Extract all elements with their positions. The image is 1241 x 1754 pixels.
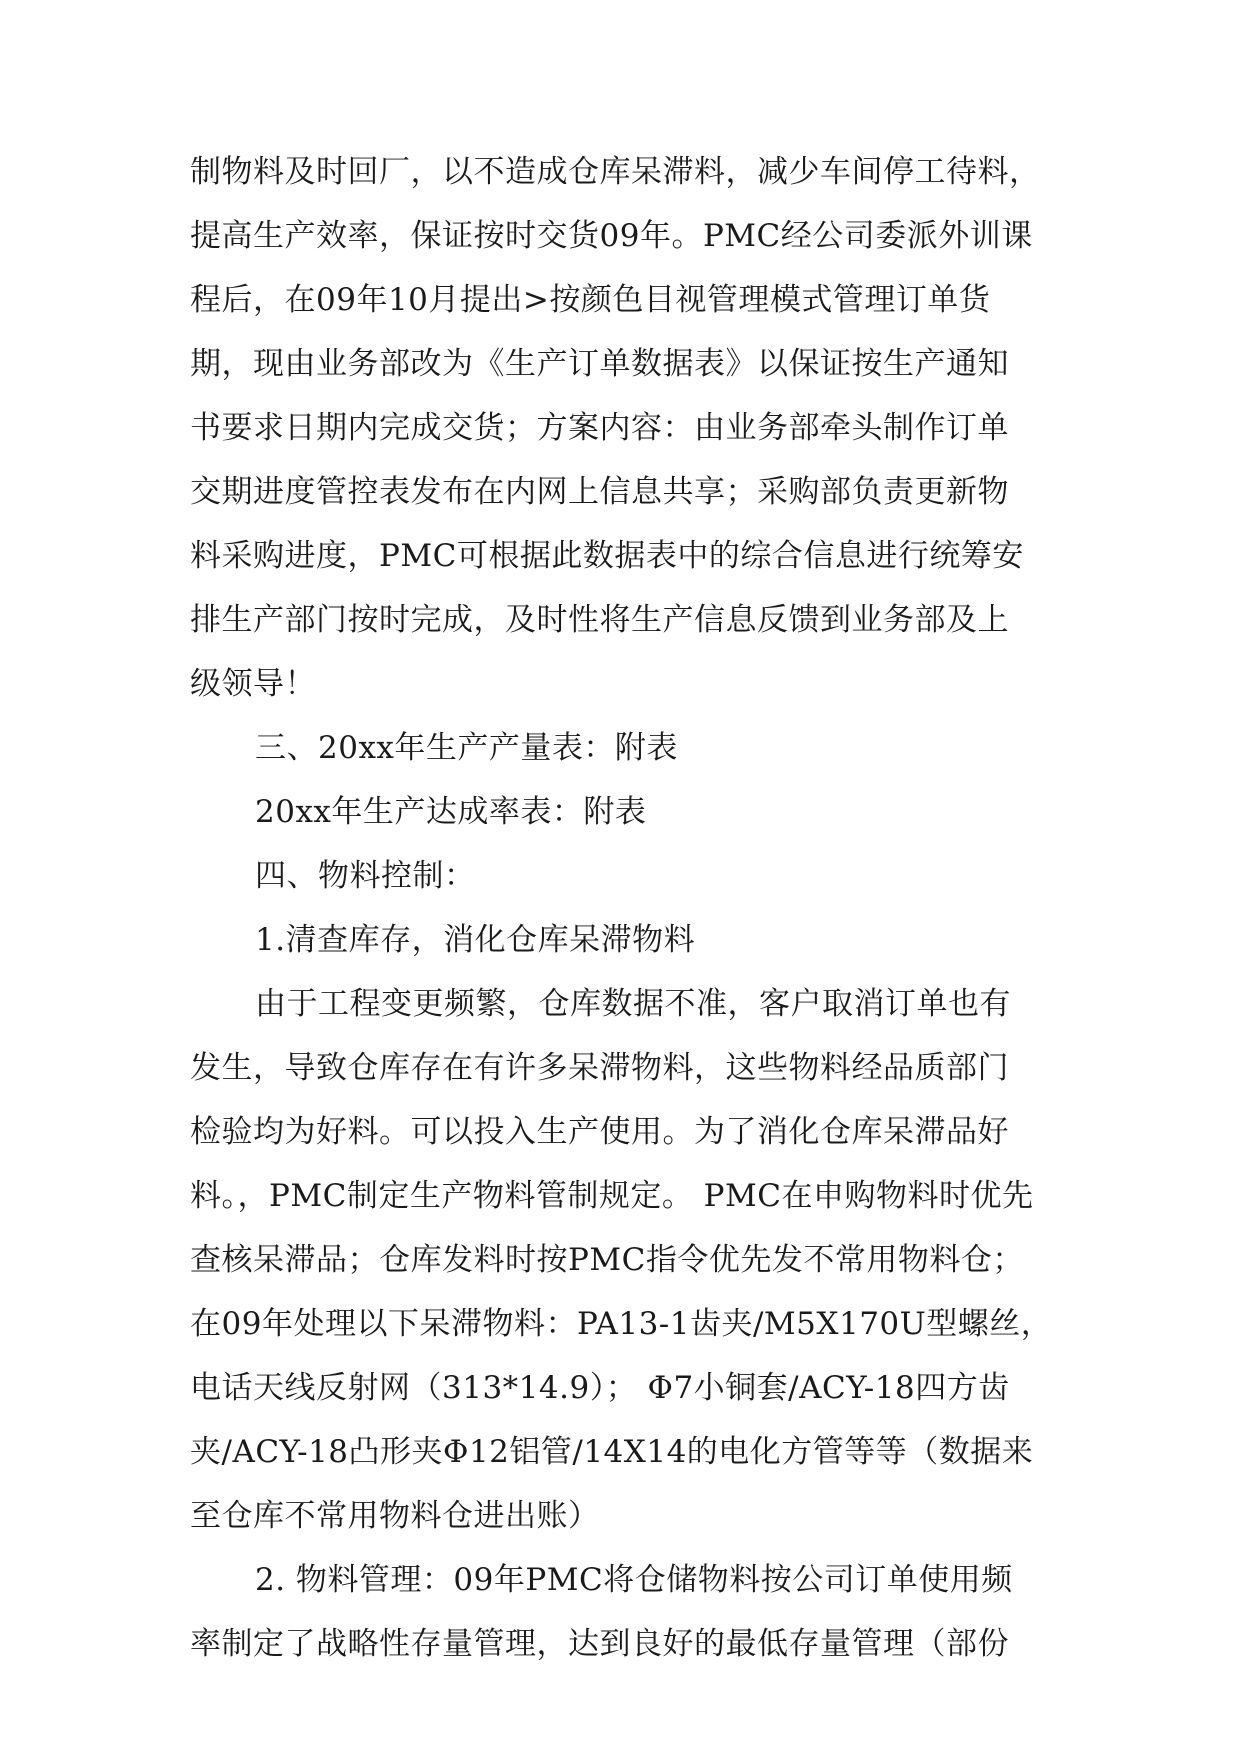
paragraph-line-24: 率制定了战略性存量管理，达到良好的最低存量管理（部份 [190, 1626, 1009, 1662]
paragraph-line-14: 由于工程变更频繁，仓库数据不准，客户取消订单也有 [255, 986, 1011, 1022]
paragraph-line-8: 排生产部门按时完成，及时性将生产信息反馈到业务部及上 [190, 602, 1009, 638]
paragraph-line-17: 料。，PMC制定生产物料管制规定。 PMC在申购物料时优先 [190, 1178, 1034, 1214]
paragraph-line-6: 交期进度管控表发布在内网上信息共享；采购部负责更新物 [190, 474, 1009, 510]
section-heading-production-table: 三、20xx年生产产量表：附表 [255, 730, 678, 766]
paragraph-line-2: 提高生产效率，保证按时交货09年。PMC经公司委派外训课 [190, 218, 1033, 254]
paragraph-line-1: 制物料及时回厂，以不造成仓库呆滞料，减少车间停工待料， [190, 154, 1041, 190]
paragraph-line-18: 查核呆滞品；仓库发料时按PMC指令优先发不常用物料仓； [190, 1242, 1024, 1278]
paragraph-line-9: 级领导！ [190, 666, 316, 702]
paragraph-line-22: 至仓库不常用物料仓进出账） [190, 1498, 600, 1534]
paragraph-line-21: 夹/ACY-18凸形夹Φ12铝管/14X14的电化方管等等（数据来 [190, 1434, 1034, 1470]
paragraph-line-4: 期，现由业务部改为《生产订单数据表》以保证按生产通知 [190, 346, 1009, 382]
subheading-material-management: 2. 物料管理：09年PMC将仓储物料按公司订单使用频 [255, 1562, 1013, 1598]
paragraph-line-19: 在09年处理以下呆滞物料：PA13-1齿夹/M5X170U型螺丝， [190, 1306, 1053, 1342]
section-heading-material-control: 四、物料控制： [255, 858, 476, 894]
paragraph-line-20: 电话天线反射网（313*14.9）； Φ7小铜套/ACY-18四方齿 [190, 1370, 1010, 1406]
paragraph-line-7: 料采购进度，PMC可根据此数据表中的综合信息进行统筹安 [190, 538, 1024, 574]
paragraph-line-3: 程后，在09年10月提出>按颜色目视管理模式管理订单货 [190, 282, 991, 318]
paragraph-line-16: 检验均为好料。可以投入生产使用。为了消化仓库呆滞品好 [190, 1114, 1009, 1150]
paragraph-line-5: 书要求日期内完成交货；方案内容：由业务部牵头制作订单 [190, 410, 1009, 446]
subheading-inventory-check: 1.清查库存，消化仓库呆滞物料 [255, 922, 696, 958]
line-achievement-rate-table: 20xx年生产达成率表：附表 [255, 794, 647, 830]
paragraph-line-15: 发生，导致仓库存在有许多呆滞物料，这些物料经品质部门 [190, 1050, 1009, 1086]
